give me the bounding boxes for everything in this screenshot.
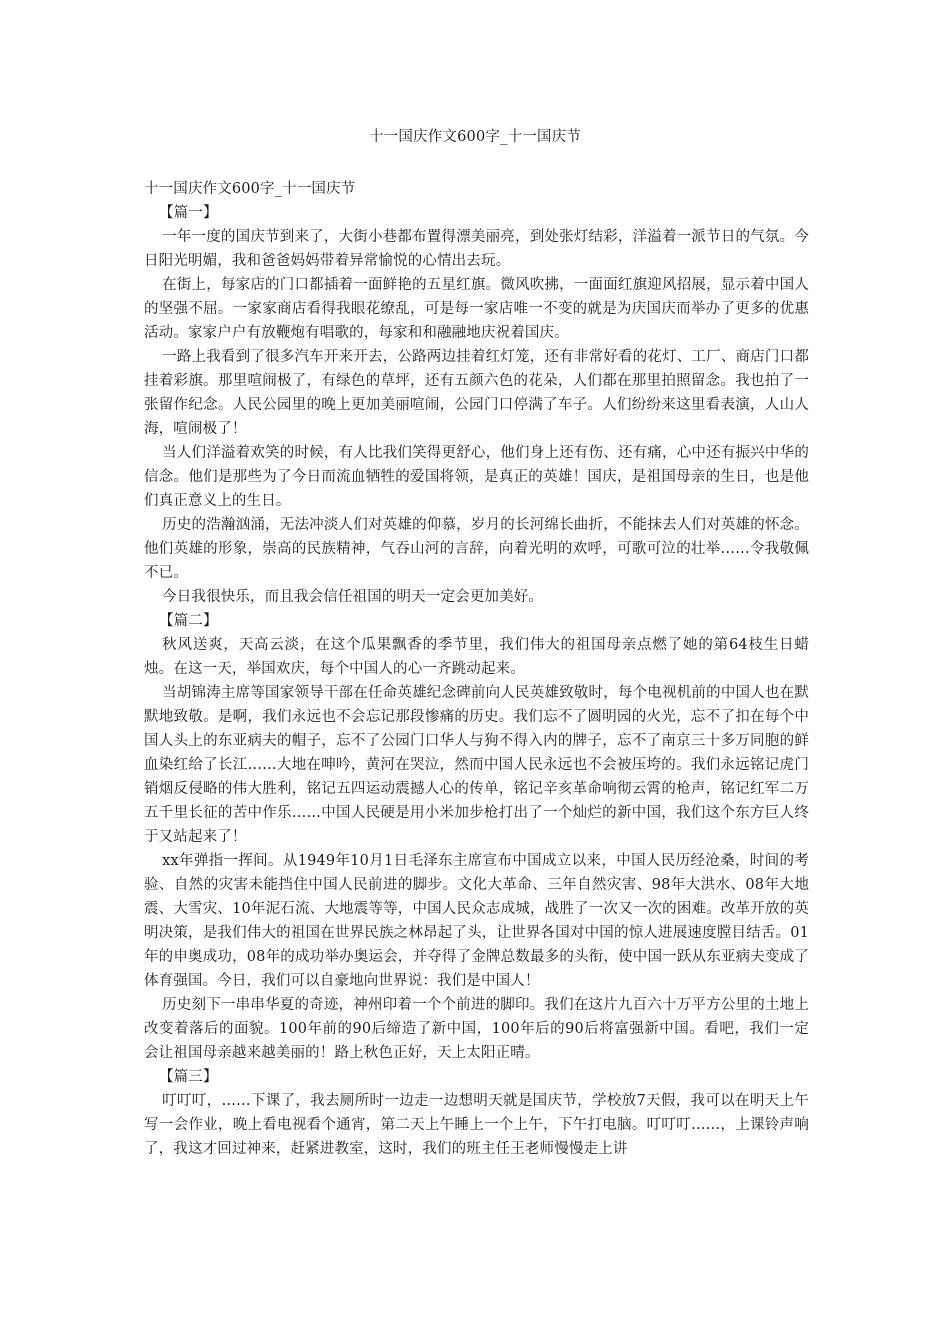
paragraph: 叮叮叮，……下课了，我去厕所时一边走一边想明天就是国庆节，学校放7天假，我可以在明天上午写一会作业，晚上看电视看个通宵，第二天上午睡上一个上午，下午打电脑。叮叮叮……，上课铃声响了，我这才回过神来，赶紧进教室，这时，我们的班主任王老师慢慢走上讲 bbox=[144, 1093, 809, 1157]
document-body bbox=[144, 177, 809, 1161]
paragraph: 历史刻下一串串华夏的奇迹，神州印着一个个前进的脚印。我们在这片九百六十万平方公里的土地上改变着落后的面貌。100年前的90后缔造了新中国，100年后的90后将富强新中国。看吧，我们一定会让祖国母亲越来越美丽的！路上秋色正好，天上太阳正晴。 bbox=[144, 997, 809, 1061]
paragraph: 一年一度的国庆节到来了，大街小巷都布置得漂美丽亮，到处张灯结彩，洋溢着一派节日的气氛。今日阳光明媚，我和爸爸妈妈带着异常愉悦的心情出去玩。 bbox=[144, 229, 809, 269]
paragraph: 今日我很快乐，而且我会信任祖国的明天一定会更加美好。 bbox=[162, 589, 544, 605]
document-subtitle: 十一国庆作文600字_十一国庆节 bbox=[144, 181, 356, 197]
paragraph: 当人们洋溢着欢笑的时候，有人比我们笑得更舒心，他们身上还有伤、还有痛，心中还有振兴中华的信念。他们是那些为了今日而流血牺牲的爱国将领，是真正的英雄！国庆，是祖国母亲的生日，也是他们真正意义上的生日。 bbox=[144, 445, 809, 509]
section-heading: 【篇二】 bbox=[159, 613, 218, 629]
section-heading: 【篇三】 bbox=[159, 1069, 218, 1085]
paragraph: xx年弹指一挥间。从1949年10月1日毛泽东主席宣布中国成立以来，中国人民历经沧桑，时间的考验、自然的灾害未能挡住中国人民前进的脚步。文化大革命、三年自然灾害、98年大洪水、08年大地震、大雪灾、10年泥石流、大地震等等，中国人民众志成城，战胜了一次又一次的困难。改革开放的英明决策，是我们伟大的祖国在世界民族之林昂起了头，让世界各国对中国的惊人进展速度膛目结舌。01年的申奥成功，08年的成功举办奥运会，并夺得了金牌总数最多的头衔，使中国一跃从东亚病夫变成了体育强国。今日，我们可以自豪地向世界说：我们是中国人！ bbox=[144, 853, 809, 989]
document-title: 十一国庆作文600字_十一国庆节 bbox=[368, 129, 582, 145]
paragraph: 秋风送爽，天高云淡，在这个瓜果飘香的季节里，我们伟大的祖国母亲点燃了她的第64枝生日蜡烛。在这一天，举国欢庆，每个中国人的心一齐跳动起来。 bbox=[144, 637, 809, 677]
paragraph: 当胡锦涛主席等国家领导干部在任命英雄纪念碑前向人民英雄致敬时，每个电视机前的中国人也在默默地致敬。是啊，我们永远也不会忘记那段惨痛的历史。我们忘不了圆明园的火光，忘不了扣在每个中国人头上的东亚病夫的帽子，忘不了公园门口华人与狗不得入内的牌子，忘不了南京三十多万同胞的鲜血染红给了长江……大地在呻吟，黄河在哭泣，然而中国人民永远也不会被压垮的。我们永远铭记虎门销烟反侵略的伟大胜利，铭记五四运动震撼人心的传单，铭记辛亥革命响彻云霄的枪声，铭记红军二万五千里长征的苦中作乐……中国人民硬是用小米加步枪打出了一个灿烂的新中国，我们这个东方巨人终于又站起来了！ bbox=[144, 685, 809, 845]
paragraph: 一路上我看到了很多汽车开来开去，公路两边挂着红灯笼，还有非常好看的花灯、工厂、商店门口都挂着彩旗。那里喧闹极了，有绿色的草坪，还有五颜六色的花朵，人们都在那里拍照留念。我也拍了一张留作纪念。人民公园里的晚上更加美丽喧闹，公园门口停满了车子。人们纷纷来这里看表演，人山人海，喧闹极了！ bbox=[144, 349, 809, 437]
paragraph: 历史的浩瀚汹涌，无法冲淡人们对英雄的仰慕，岁月的长河绵长曲折，不能抹去人们对英雄的怀念。他们英雄的形象，崇高的民族精神，气吞山河的言辞，向着光明的欢呼，可歌可泣的壮举……令我敬佩不已。 bbox=[144, 517, 809, 581]
section-heading: 【篇一】 bbox=[159, 205, 218, 221]
paragraph: 在街上，每家店的门口都插着一面鲜艳的五星红旗。微风吹拂，一面面红旗迎风招展，显示着中国人的坚强不屈。一家家商店看得我眼花缭乱，可是每一家店唯一不变的就是为庆国庆而举办了更多的优惠活动。家家户户有放鞭炮有唱歌的，每家和和融融地庆祝着国庆。 bbox=[144, 277, 809, 341]
